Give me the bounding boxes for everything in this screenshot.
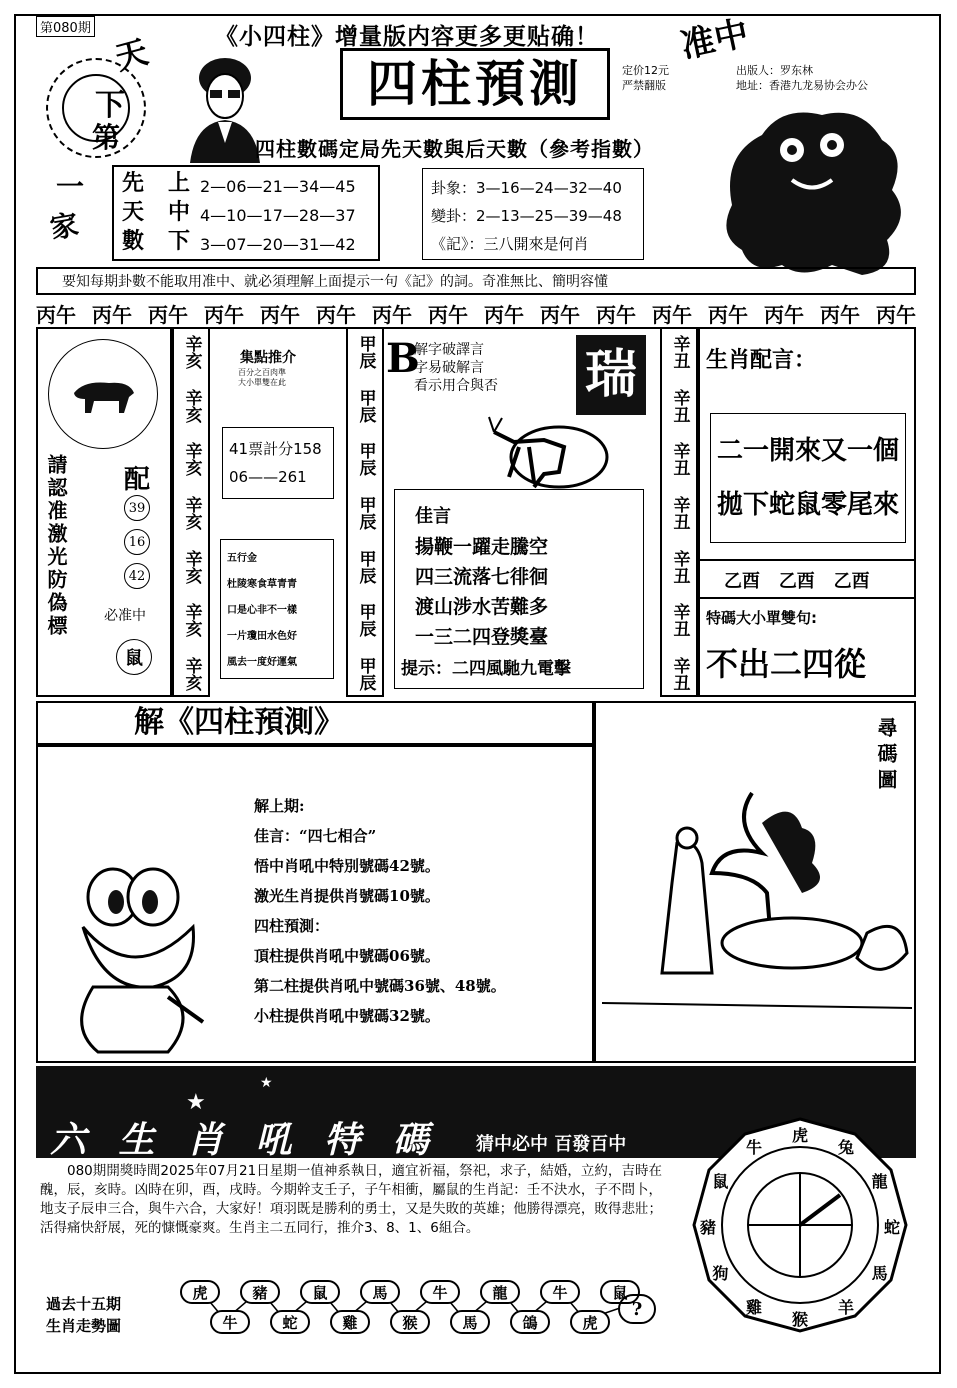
past-label bbox=[46, 1293, 121, 1337]
bingwu-cell: 丙午 bbox=[764, 303, 804, 327]
jie-line: 小柱提供肖吼中號碼32號。 bbox=[254, 1007, 440, 1025]
jiadian-title: 集點推介 bbox=[240, 350, 296, 366]
shengxiao-line1: 二一開來又一個 bbox=[717, 436, 900, 466]
trend-top-cell: 虎 bbox=[180, 1280, 220, 1304]
xinhai-cell: 辛亥 bbox=[181, 388, 202, 423]
trend-bottom-cell: 馬 bbox=[450, 1310, 490, 1334]
left-panel bbox=[36, 327, 172, 697]
scholar-scene-image bbox=[602, 783, 912, 1053]
star-icon: ★ bbox=[260, 1075, 273, 1091]
past-label-line: 過去十五期 bbox=[46, 1295, 122, 1313]
xinhai-cell: 辛亥 bbox=[181, 549, 202, 584]
notice-text: 要知每期卦數不能取用准中、就必須理解上面提示一句《記》的詞。奇准無比、簡明容懂 bbox=[62, 274, 608, 290]
xinchou-cell: 辛丑 bbox=[669, 495, 690, 530]
xiantian-box bbox=[112, 165, 380, 261]
xinhai-cell: 辛亥 bbox=[181, 603, 202, 638]
jie-title-box bbox=[36, 701, 594, 745]
bi-zhun-zhong: 必准中 bbox=[104, 608, 146, 624]
bingwu-cell: 丙午 bbox=[820, 303, 860, 327]
wheel-zodiac-label: 狗 bbox=[712, 1264, 729, 1283]
xunma-title: 尋碼圖 bbox=[874, 717, 898, 795]
zodiac-wheel bbox=[690, 1115, 910, 1335]
wheel-zodiac-label: 鼠 bbox=[712, 1172, 729, 1191]
bingwu-cell: 丙午 bbox=[148, 303, 188, 327]
wuxing-line: 風去一度好運氣 bbox=[227, 657, 297, 668]
b-line: 看示用合與否 bbox=[414, 378, 498, 394]
pei-number-3: 42 bbox=[124, 563, 150, 589]
jiadian-sub1: 百分之百肉準 bbox=[238, 368, 286, 377]
wheel-zodiac-label: 兔 bbox=[838, 1138, 855, 1158]
deer-image bbox=[474, 412, 614, 492]
xiantian-row-1: 2—06—21—34—45 bbox=[200, 177, 356, 196]
yiyou-cell: 乙酉 bbox=[724, 571, 760, 592]
gua-row-1: 卦象：3—16—24—32—40 bbox=[431, 179, 622, 197]
bingwu-cell: 丙午 bbox=[596, 303, 636, 327]
yiyou-cell: 乙酉 bbox=[778, 571, 815, 592]
ox-circle bbox=[48, 339, 158, 449]
trend-bottom-cell: 牛 bbox=[210, 1310, 250, 1334]
xiantian-pos-3: 下 bbox=[168, 228, 191, 254]
stamp-char-1: 天 bbox=[111, 32, 152, 78]
jie-text bbox=[254, 791, 506, 1031]
tema-title: 特碼大小單雙句: bbox=[706, 609, 817, 627]
zhongbi-slogan: 猜中必中 百發百中 bbox=[476, 1134, 627, 1155]
xinchou-cell: 辛丑 bbox=[669, 388, 690, 423]
pei-number-1: 39 bbox=[124, 495, 150, 521]
stamp-right: 准中 bbox=[677, 13, 753, 67]
jie-line: 悟中肖吼中特別號碼42號。 bbox=[254, 857, 440, 875]
stamp-char-3: 第 bbox=[92, 121, 121, 154]
bingwu-cell: 丙午 bbox=[652, 303, 692, 327]
xunma-panel bbox=[594, 701, 916, 1063]
xiantian-char-3: 數 bbox=[122, 228, 145, 254]
lottery-paragraph: 080期開獎時間2025年07月21日星期一值神系執日，適宜祈福，祭祀，求子，結婚，立約，吉時在醜，辰，亥時。凶時在卯，酉，戌時。今期幹支壬子，子午相衝，屬鼠的生肖記：壬不決水，子不問卜，地支子辰申三合，與牛六合，大家好！項羽既是勝利的勇士，又是失敗的英雄；他勝得漂亮，敗得悲壯；活得痛快舒展，死的慷慨豪爽。生肖主二五同行，推介3、8、1、6組合。 bbox=[40, 1163, 662, 1236]
jiachen-column bbox=[346, 327, 384, 697]
bingwu-cell: 丙午 bbox=[428, 303, 468, 327]
trend-top-row bbox=[180, 1280, 640, 1304]
xiantian-pos-1: 上 bbox=[168, 170, 191, 196]
bingwu-cell: 丙午 bbox=[876, 303, 916, 327]
star-icon: ★ bbox=[186, 1090, 206, 1115]
xiantian-char-2: 天 bbox=[122, 199, 145, 225]
bingwu-cell: 丙午 bbox=[92, 303, 132, 327]
jiayan-line: 一三二四登獎臺 bbox=[415, 626, 549, 648]
jiayan-line: 揚鞭一躍走騰空 bbox=[415, 536, 549, 558]
bingwu-cell: 丙午 bbox=[260, 303, 300, 327]
wheel-zodiac-label: 龍 bbox=[871, 1172, 888, 1191]
b-panel bbox=[384, 327, 660, 697]
xinchou-cell: 辛丑 bbox=[669, 603, 690, 638]
wheel-zodiac-label: 猴 bbox=[792, 1310, 809, 1329]
bingwu-cell: 丙午 bbox=[372, 303, 412, 327]
title-box bbox=[340, 48, 610, 120]
xinhai-cell: 辛亥 bbox=[181, 495, 202, 530]
xinhai-column bbox=[172, 327, 210, 697]
xinchou-cell: 辛丑 bbox=[669, 335, 690, 369]
trend-bottom-cell: 鴿 bbox=[510, 1310, 550, 1334]
trend-top-cell: 鼠 bbox=[300, 1280, 340, 1304]
bottom-banner-title: 六 生 肖 吼 特 碼 bbox=[50, 1119, 439, 1161]
notice-box bbox=[36, 267, 916, 295]
bingwu-cell: 丙午 bbox=[316, 303, 356, 327]
ox-icon bbox=[69, 375, 139, 415]
wuxing-line: 一片瓊田水色好 bbox=[227, 631, 297, 642]
trend-bottom-row bbox=[210, 1310, 610, 1334]
xinchou-cell: 辛丑 bbox=[669, 549, 690, 584]
jiayan-line: 四三流落七徘徊 bbox=[415, 566, 549, 588]
jie-line: 解上期: bbox=[254, 797, 305, 815]
wheel-zodiac-label: 豬 bbox=[700, 1218, 717, 1237]
jiachen-cell: 甲辰 bbox=[355, 388, 376, 423]
tema-answer: 不出二四從 bbox=[706, 645, 867, 683]
jie-line: 四柱預測： bbox=[254, 917, 330, 935]
gua-row-2: 變卦：2—13—25—39—48 bbox=[431, 207, 622, 225]
wuxing-line: 五行金 bbox=[227, 553, 257, 564]
bingwu-cell: 丙午 bbox=[484, 303, 524, 327]
trend-top-cell: 馬 bbox=[360, 1280, 400, 1304]
shengxiao-panel bbox=[698, 327, 916, 697]
jiayan-line: 渡山涉水苦難多 bbox=[415, 596, 549, 618]
jiachen-cell: 甲辰 bbox=[355, 335, 376, 369]
stamp-char-2: 下 bbox=[95, 88, 125, 123]
jiayan-title: 佳言 bbox=[415, 506, 451, 527]
shu-badge: 鼠 bbox=[116, 639, 152, 675]
trend-bottom-cell: 蛇 bbox=[270, 1310, 310, 1334]
subtitle: 四柱數碼定局先天數與后天數（參考指數） bbox=[255, 137, 654, 161]
xinchou-cell: 辛丑 bbox=[669, 442, 690, 477]
lion-image bbox=[712, 95, 917, 285]
top-banner: 《小四柱》增量版内容更多更贴确！ bbox=[215, 23, 599, 50]
wuxing-box bbox=[220, 539, 334, 679]
wuxing-line: 杜陵寒食草青青 bbox=[227, 579, 297, 590]
gua-box bbox=[422, 168, 644, 260]
jie-line: 佳言：“四七相合” bbox=[254, 827, 377, 845]
xinchou-cell: 辛丑 bbox=[669, 656, 690, 691]
jiadian-line2: 06——261 bbox=[229, 468, 307, 486]
jie-line: 頂柱提供肖吼中號碼06號。 bbox=[254, 947, 440, 965]
stamp-char-5: 家 bbox=[47, 207, 81, 246]
jiachen-cell: 甲辰 bbox=[355, 495, 376, 530]
xiantian-char-1: 先 bbox=[122, 170, 145, 196]
jiachen-cell: 甲辰 bbox=[355, 603, 376, 638]
b-line: 解字破譯言 bbox=[414, 342, 484, 358]
bingwu-cell: 丙午 bbox=[36, 303, 76, 327]
bingwu-cell: 丙午 bbox=[204, 303, 244, 327]
trend-top-cell: 牛 bbox=[540, 1280, 580, 1304]
page-title: 四柱預測 bbox=[367, 54, 583, 113]
xiantian-pos-2: 中 bbox=[168, 199, 191, 225]
wuxing-line: 口是心非不一樣 bbox=[227, 605, 297, 616]
trend-top-cell: 牛 bbox=[420, 1280, 460, 1304]
bingwu-row bbox=[36, 299, 916, 328]
bingwu-cell: 丙午 bbox=[708, 303, 748, 327]
pei-label: 配 bbox=[124, 465, 151, 495]
jiadian-box bbox=[222, 427, 334, 499]
shengxiao-box bbox=[710, 413, 906, 543]
issue-number: 第080期 bbox=[36, 16, 95, 37]
wheel-zodiac-label: 羊 bbox=[838, 1297, 855, 1317]
shengxiao-line2: 拋下蛇鼠零尾來 bbox=[717, 490, 900, 520]
anti-fake-text: 請認准激光防偽標 bbox=[44, 454, 68, 638]
bingwu-cell: 丙午 bbox=[540, 303, 580, 327]
jiachen-cell: 甲辰 bbox=[355, 442, 376, 477]
address: 地址：香港九龙易协会办公 bbox=[736, 79, 868, 92]
xinhai-cell: 辛亥 bbox=[181, 335, 202, 369]
jiadian-panel bbox=[210, 327, 346, 697]
xinchou-column bbox=[660, 327, 698, 697]
trend-question: ? bbox=[618, 1294, 656, 1324]
no-copy: 严禁翻版 bbox=[622, 79, 666, 92]
jiachen-cell: 甲辰 bbox=[355, 549, 376, 584]
wheel-zodiac-label: 馬 bbox=[871, 1264, 888, 1283]
rui-block: 瑞 bbox=[576, 335, 646, 415]
shengxiao-title: 生肖配言： bbox=[706, 347, 817, 373]
trend-top-cell: 龍 bbox=[480, 1280, 520, 1304]
jie-title: 解《四柱預測》 bbox=[134, 705, 344, 740]
jiachen-cell: 甲辰 bbox=[355, 656, 376, 691]
jiayan-hint: 提示：二四風馳九電擊 bbox=[401, 659, 571, 679]
frog-mascot-image bbox=[58, 857, 208, 1057]
xiantian-row-3: 3—07—20—31—42 bbox=[200, 235, 356, 254]
b-line: 字易破解言 bbox=[414, 360, 484, 376]
yiyou-row bbox=[724, 567, 870, 593]
trend-bottom-cell: 雞 bbox=[330, 1310, 370, 1334]
wheel-zodiac-label: 雞 bbox=[746, 1297, 763, 1317]
jiadian-line1: 41票計分158 bbox=[229, 440, 322, 458]
past-label-line: 生肖走勢圖 bbox=[46, 1317, 122, 1335]
pei-number-2: 16 bbox=[124, 529, 150, 555]
gua-row-3: 《記》：三八開來是何肖 bbox=[431, 235, 589, 253]
trend-bottom-cell: 猴 bbox=[390, 1310, 430, 1334]
jiayan-box bbox=[394, 489, 644, 689]
publisher: 出版人：罗东林 bbox=[736, 64, 813, 77]
price: 定价12元 bbox=[622, 64, 669, 77]
wheel-zodiac-label: 虎 bbox=[792, 1126, 809, 1145]
jiadian-sub2: 大小單雙在此 bbox=[238, 378, 286, 387]
xinhai-cell: 辛亥 bbox=[181, 656, 202, 691]
jie-line: 第二柱提供肖吼中號碼36號、48號。 bbox=[254, 977, 506, 995]
trend-top-cell: 豬 bbox=[240, 1280, 280, 1304]
yiyou-cell: 乙酉 bbox=[833, 571, 870, 592]
wheel-zodiac-label: 蛇 bbox=[884, 1218, 901, 1237]
stamp-char-4: 一 bbox=[56, 170, 85, 203]
xinhai-cell: 辛亥 bbox=[181, 442, 202, 477]
wheel-zodiac-label: 牛 bbox=[746, 1138, 763, 1158]
trend-bottom-cell: 虎 bbox=[570, 1310, 610, 1334]
jie-line: 激光生肖提供肖號碼10號。 bbox=[254, 887, 440, 905]
b-letter: B bbox=[386, 335, 420, 382]
xiantian-row-2: 4—10—17—28—37 bbox=[200, 206, 356, 225]
jie-content-box bbox=[36, 745, 594, 1063]
trend-top-cell: 鼠 bbox=[600, 1280, 640, 1304]
